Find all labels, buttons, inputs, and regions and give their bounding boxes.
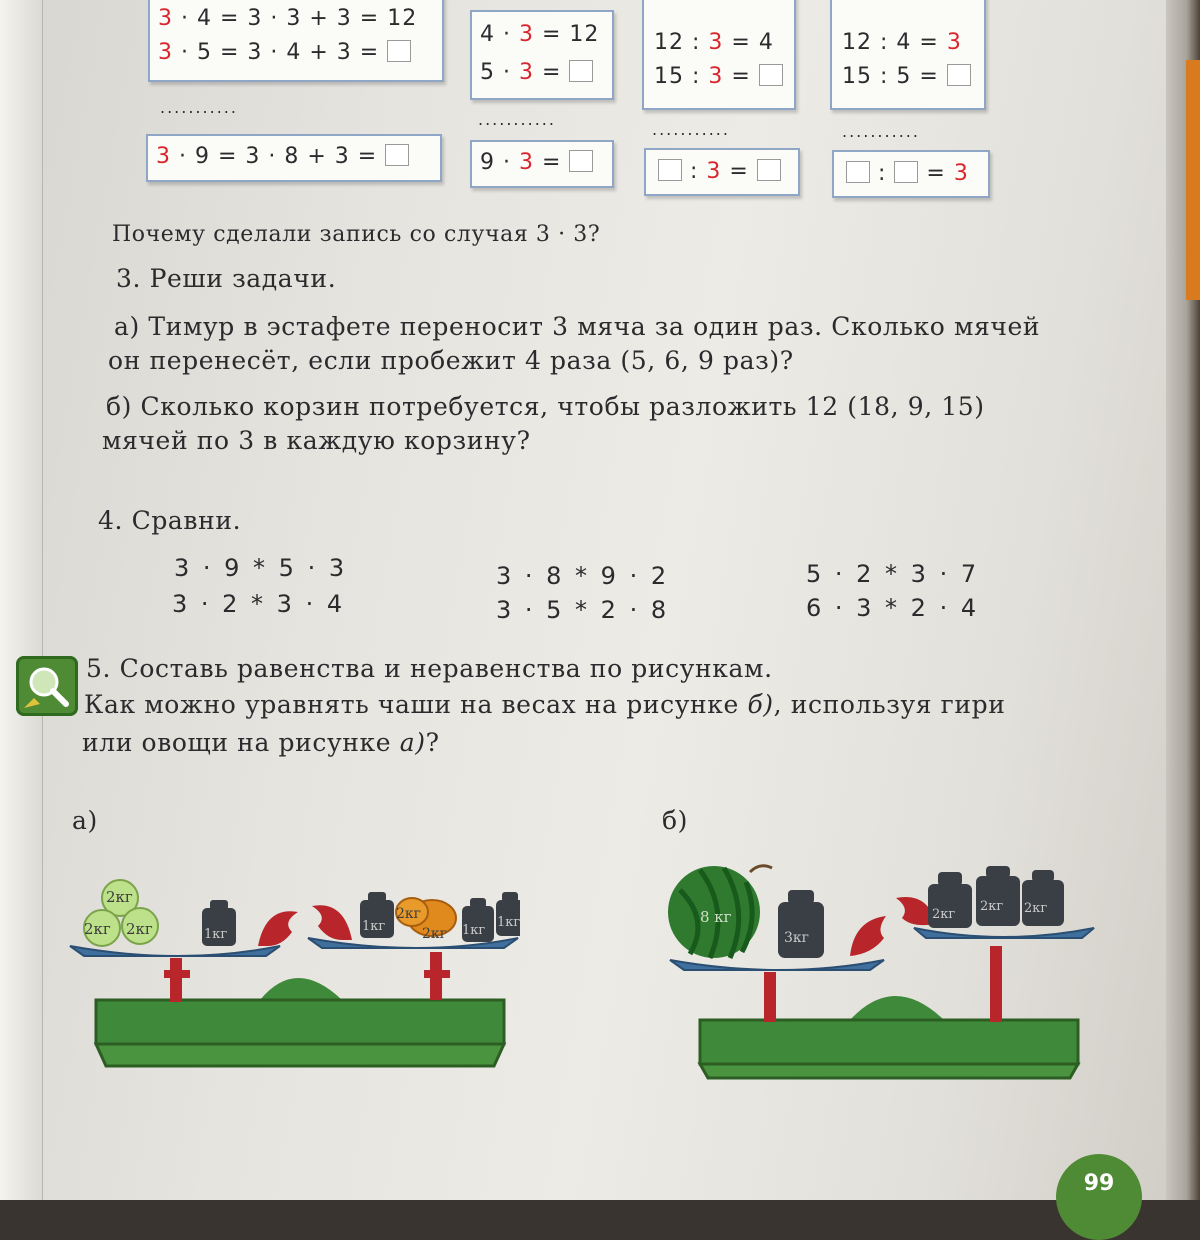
equation-text: = 12 — [533, 22, 600, 47]
weight-label: 2кг — [1024, 901, 1048, 916]
equation-card-4 — [830, 0, 986, 110]
weight-label: 1кг — [204, 927, 228, 942]
red-digit: 3 — [156, 144, 171, 169]
answer-box — [658, 159, 682, 181]
balance-scale-a — [60, 860, 520, 1070]
weight-label: 2кг — [126, 920, 153, 938]
equation-text: 15 : 5 = — [842, 64, 939, 89]
compare-expression: 6 · 3 * 2 · 4 — [806, 594, 980, 622]
weight-icon — [778, 890, 824, 958]
equation-text: = — [721, 159, 749, 184]
equation-card-2 — [470, 10, 614, 100]
magnifier-icon — [16, 656, 78, 716]
equation-text: : — [682, 159, 707, 184]
task5-line2: Как можно уравнять чаши на весах на рисунке б), используя гири — [84, 690, 1006, 719]
page-left-edge — [0, 0, 43, 1200]
answer-box — [894, 161, 918, 183]
equation-card-1 — [148, 0, 444, 82]
equation-text: = — [533, 60, 562, 85]
weight-label: 2кг — [980, 899, 1004, 914]
weight-icon — [1022, 870, 1064, 926]
balance-scale-b — [660, 860, 1100, 1080]
equation-text: = — [918, 161, 954, 186]
task3-title: 3. Реши задачи. — [116, 264, 337, 293]
weight-label: 3кг — [784, 930, 809, 946]
equation-text: 15 : — [654, 64, 709, 89]
red-digit: 3 — [708, 64, 724, 89]
weight-label: 1кг — [462, 923, 486, 938]
task3-b-line2: мячей по 3 в каждую корзину? — [102, 426, 531, 455]
equation-text: = — [533, 150, 562, 175]
equation-card-7 — [644, 148, 800, 196]
weight-label: 2кг — [396, 906, 421, 922]
weight-label: 1кг — [362, 919, 386, 934]
red-digit: 3 — [953, 161, 969, 186]
red-digit: 3 — [518, 150, 534, 175]
answer-box — [757, 159, 781, 181]
ellipsis-dots: ........... — [652, 120, 730, 139]
red-digit: 3 — [158, 6, 173, 31]
red-digit: 3 — [708, 30, 724, 55]
red-digit: 3 — [706, 159, 722, 184]
task5-line1: 5. Составь равенства и неравенства по рисункам. — [86, 654, 773, 683]
compare-expression: 3 · 9 * 5 · 3 — [174, 554, 348, 582]
compare-expression: 3 · 8 * 9 · 2 — [496, 562, 670, 590]
book-edge — [1166, 0, 1200, 1200]
weight-label: 2кг — [106, 888, 133, 906]
answer-box — [569, 150, 593, 172]
answer-box — [385, 144, 409, 166]
answer-box — [846, 161, 870, 183]
task3-a-line1: а) Тимур в эстафете переносит 3 мяча за один раз. Сколько мячей — [114, 312, 1041, 341]
ellipsis-dots: ........... — [478, 110, 556, 129]
equation-text: · 5 = 3 · 4 + 3 = — [173, 40, 380, 65]
figure-a-label: а) — [72, 806, 98, 835]
answer-box — [947, 64, 971, 86]
equation-card-8 — [832, 150, 990, 198]
weight-label: 2кг — [932, 907, 956, 922]
compare-expression: 3 · 5 * 2 · 8 — [496, 596, 670, 624]
equation-card-6 — [470, 140, 614, 188]
red-digit: 3 — [518, 22, 534, 47]
equation-text: · 4 = 3 · 3 + 3 = 12 — [173, 6, 418, 31]
task4-title: 4. Сравни. — [98, 506, 242, 535]
answer-box — [387, 40, 411, 62]
ellipsis-dots: ........... — [842, 122, 920, 141]
equation-text: 9 · — [480, 150, 519, 175]
equation-text: = — [723, 64, 751, 89]
weight-label: 1кг — [497, 915, 520, 930]
task3-b-line1: б) Сколько корзин потребуется, чтобы разложить 12 (18, 9, 15) — [106, 392, 985, 421]
equation-text: 5 · — [480, 60, 519, 85]
red-digit: 3 — [946, 30, 962, 55]
weight-label: 2кг — [422, 926, 447, 942]
equation-card-5 — [146, 134, 442, 182]
weight-icon — [976, 866, 1020, 926]
question-text: Почему сделали запись со случая 3 · 3? — [112, 222, 601, 247]
equation-text: · 9 = 3 · 8 + 3 = — [171, 144, 378, 169]
equation-card-3 — [642, 0, 796, 110]
figure-b-label: б) — [662, 806, 689, 835]
red-digit: 3 — [518, 60, 534, 85]
equation-text: : — [870, 161, 895, 186]
equation-text: 4 · — [480, 22, 519, 47]
weight-label: 8 кг — [700, 908, 732, 926]
answer-box — [569, 60, 593, 82]
weight-label: 2кг — [84, 920, 111, 938]
red-digit: 3 — [158, 40, 173, 65]
ellipsis-dots: ........... — [160, 98, 238, 117]
task3-a-line2: он перенесёт, если пробежит 4 раза (5, 6, 9 раз)? — [108, 346, 794, 375]
equation-text: = 4 — [723, 30, 774, 55]
equation-text: 12 : — [654, 30, 709, 55]
compare-expression: 3 · 2 * 3 · 4 — [172, 590, 346, 618]
page-number-badge: 99 — [1056, 1154, 1142, 1240]
answer-box — [759, 64, 783, 86]
compare-expression: 5 · 2 * 3 · 7 — [806, 560, 980, 588]
equation-text: 12 : 4 = — [842, 30, 947, 55]
task5-line3: или овощи на рисунке а)? — [82, 728, 440, 757]
